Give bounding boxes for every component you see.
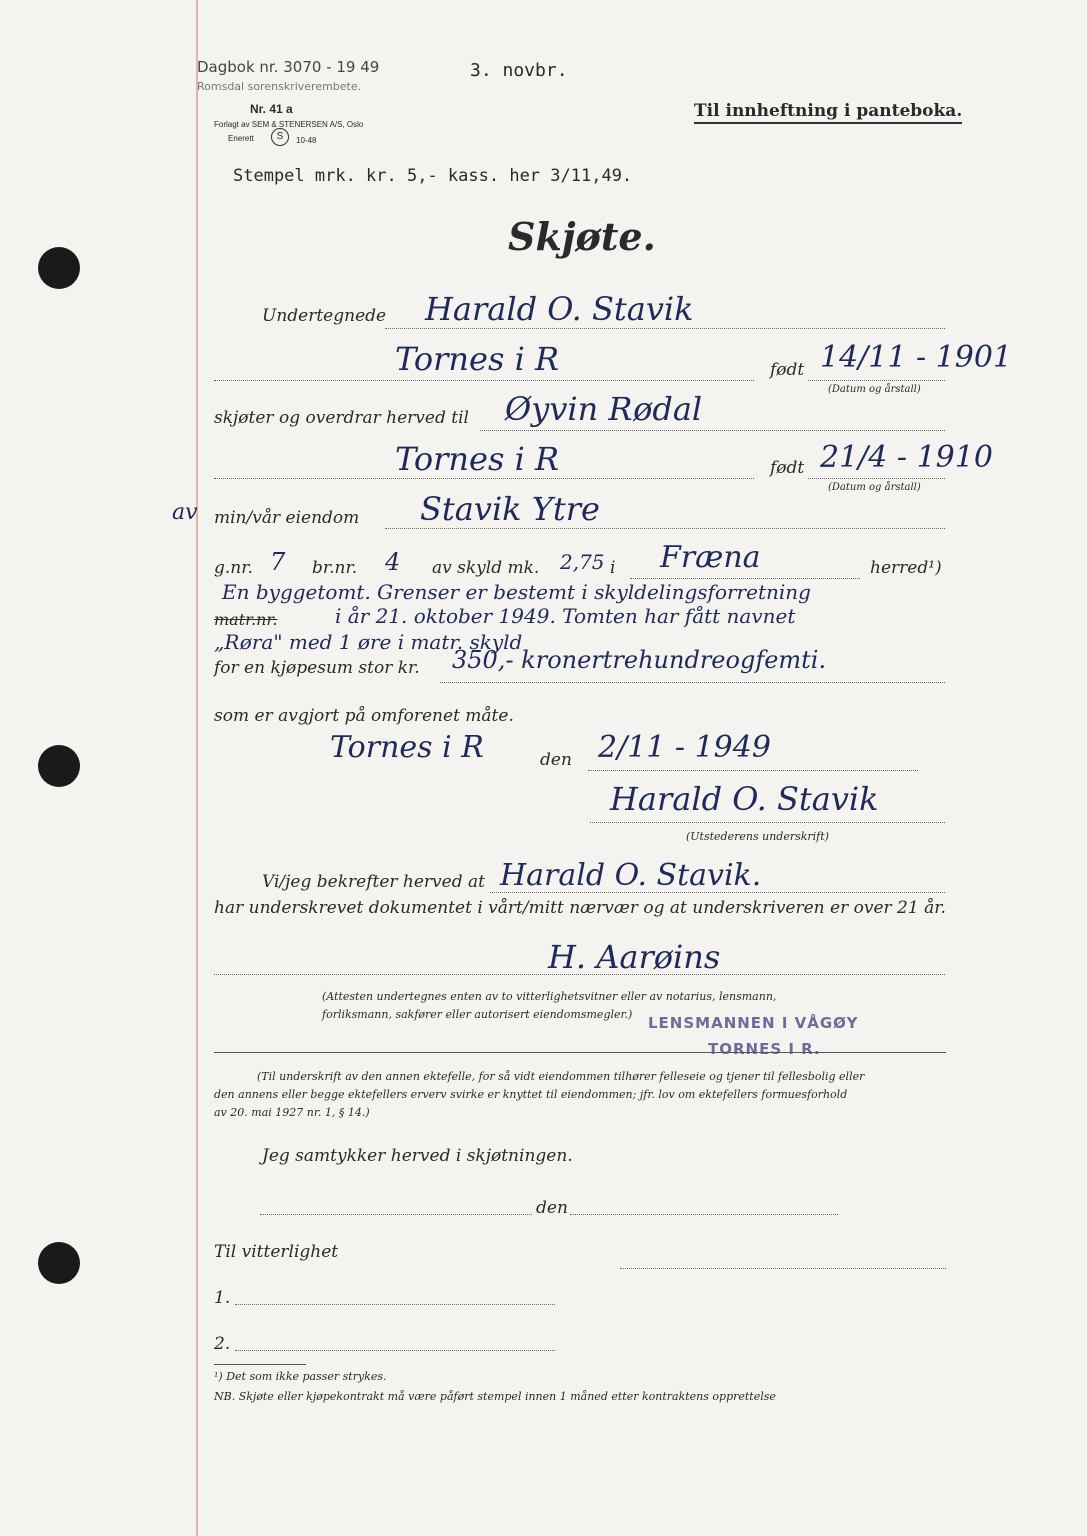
vitterlighet-label: Til vitterlighet [214,1242,339,1262]
publisher-logo-icon: S [271,128,289,146]
eiendom-label: eiendom [285,508,360,528]
min-var-label [214,508,359,528]
description-line-1: En byggetomt. Grenser er bestemt i skyldelingsforretning [222,580,811,604]
kjopesum-label: for en kjøpesum stor kr. [214,658,420,678]
sign-date-line [588,770,918,771]
rights: Enerett [228,134,254,143]
punch-hole [38,247,80,289]
witness-2-label: 2. [214,1334,231,1354]
buyer-name: Øyvin Rødal [505,390,703,428]
matr-label: matr.nr. [214,610,278,629]
margin-rule [196,0,198,1536]
punch-hole [38,745,80,787]
fodt-label: født [770,360,805,380]
property-name: Stavik Ytre [420,490,600,528]
title-right: Til innheftning i panteboka. [694,101,962,124]
vitterlighet-line [620,1268,946,1269]
description-line-3: „Røra" med 1 øre i matr. skyld [214,630,523,654]
witness-1-label: 1. [214,1288,231,1308]
min-var: min/vår [214,508,281,528]
skyld-value: 2,75 [560,550,605,574]
seller-name: Harald O. Stavik [425,290,694,328]
document-title: Skjøte. [508,214,656,259]
i-label: i [610,558,616,578]
stempel-line: Stempel mrk. kr. 5,- kass. her 3/11,49. [233,166,633,186]
witness-signature: H. Aarøins [548,938,721,976]
seller-name-line [385,328,945,329]
property-line [385,528,945,529]
seller-signature: Harald O. Stavik [610,780,879,818]
herred-name: Fræna [660,540,761,575]
witness-signature-line [214,974,945,975]
place-line [260,1214,532,1215]
gnr-value: 7 [270,548,286,576]
herred-line [630,578,860,579]
witness-2-line [235,1350,555,1351]
sign-place: Tornes i R [330,730,484,765]
office-stamp: Romsdal sorenskriverembete. [197,80,362,93]
undertegnede-label: Undertegnede [262,306,387,326]
spouse-note-1: (Til underskrift av den annen ektefelle, for så vidt eiendommen tilhører felleseie og tjener til fellesbolig eller [257,1070,865,1083]
brnr-value: 4 [385,548,401,576]
edition: 10-48 [296,136,317,145]
seller-place-line [214,380,754,381]
description-line-2: i år 21. oktober 1949. Tomten har fått navnet [335,604,796,628]
utsteder-note: (Utstederens underskrift) [686,830,829,843]
witness-of-line [490,892,945,893]
gnr-label: g.nr. [214,558,253,578]
seller-place: Tornes i R [395,340,560,378]
footnote-1: ¹) Det som ikke passer strykes. [214,1370,387,1383]
den-label: den [540,750,572,770]
underskrevet-text: har underskrevet dokumentet i vårt/mitt nærvær og at underskriveren er over 21 år. [214,898,946,918]
datum-note: (Datum og årstall) [828,384,921,395]
omforenet-text: som er avgjort på omforenet måte. [214,706,514,726]
witness-1-line [235,1304,555,1305]
kjopesum-line [440,682,945,683]
sign-date: 2/11 - 1949 [598,730,771,765]
header-date: 3. novbr. [470,60,568,81]
fodt-label: født [770,458,805,478]
buyer-born-line [808,478,945,479]
dagbok-stamp: Dagbok nr. 3070 - 19 49 [197,58,380,76]
buyer-name-line [480,430,945,431]
date-line [570,1214,838,1215]
attest-note-2: forliksmann, sakfører eller autorisert eiendomsmegler.) [322,1008,633,1021]
seller-born-line [808,380,945,381]
kjopesum-value: 350,- kronertrehundreogfemti. [452,646,827,674]
punch-hole [38,1242,80,1284]
seller-born: 14/11 - 1901 [820,340,1013,375]
witness-of: Harald O. Stavik. [500,858,762,893]
den-label-2: den [536,1198,568,1218]
datum-note: (Datum og årstall) [828,482,921,493]
signature-line [590,822,945,823]
buyer-born: 21/4 - 1910 [820,440,993,475]
vi-jeg-text: Vi/jeg bekrefter herved at [262,872,485,892]
herred-label: herred¹) [870,558,942,578]
spouse-note-2: den annens eller begge ektefellers erverv svirke er knyttet til eiendommen; jfr. lov om ektefellers formuesforhold [214,1088,848,1101]
lensmann-stamp-line-2: TORNES I R. [708,1040,821,1058]
divider [214,1052,946,1053]
av-prefix: av [172,500,198,525]
buyer-place: Tornes i R [395,440,560,478]
skyld-label: av skyld mk. [432,558,540,578]
buyer-place-line [214,478,754,479]
brnr-label: br.nr. [312,558,358,578]
form-number: Nr. 41 a [250,102,293,116]
footnote-2: NB. Skjøte eller kjøpekontrakt må være påført stempel innen 1 måned etter kontraktens opprettelse [214,1390,776,1403]
lensmann-stamp-line-1: LENSMANNEN I VÅGØY [648,1014,859,1032]
skjoter-label: skjøter og overdrar herved til [214,408,469,428]
samtykker-text: Jeg samtykker herved i skjøtningen. [262,1146,573,1166]
footnote-rule [214,1364,306,1365]
publisher: Forlagt av SEM & STENERSEN A/S, Oslo [214,120,364,129]
attest-note-1: (Attesten undertegnes enten av to vitterlighetsvitner eller av notarius, lensmann, [322,990,777,1003]
spouse-note-3: av 20. mai 1927 nr. 1, § 14.) [214,1106,370,1119]
